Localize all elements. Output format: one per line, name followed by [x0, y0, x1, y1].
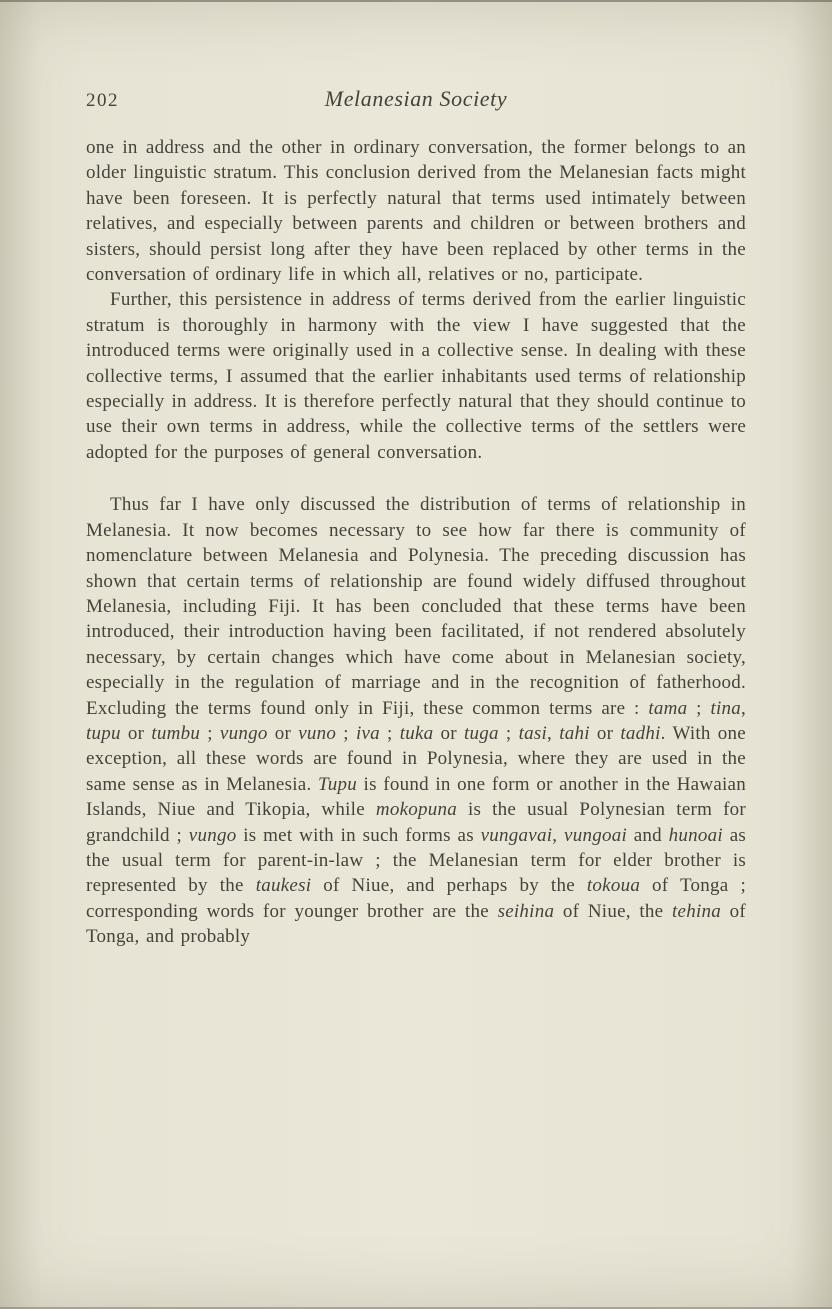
text-run: ; [200, 722, 220, 744]
italic-term: hunoai [668, 824, 723, 846]
italic-term: tuga [464, 722, 499, 744]
italic-term: tina [710, 697, 742, 719]
text-run: or [120, 722, 152, 744]
page-header [86, 86, 746, 112]
italic-term: vungo [188, 824, 237, 846]
italic-term: vungo [219, 722, 268, 744]
italic-term: tupu [86, 722, 121, 744]
italic-term: vuno [298, 722, 337, 744]
text-run: , [741, 697, 747, 719]
text-run: of Niue, the [554, 900, 673, 922]
text-run: ; [379, 722, 400, 744]
text-run: of Niue, and perhaps by the [311, 875, 587, 897]
italic-term: vungoai [564, 824, 627, 846]
italic-term: tama [648, 697, 688, 719]
italic-term: tehina [672, 900, 722, 922]
text-run: or [267, 722, 299, 744]
page-inner [0, 2, 832, 950]
text-run: ; [687, 697, 711, 719]
text-run: is met with in such forms as [236, 824, 481, 846]
italic-term: vungavai [480, 824, 553, 846]
text-run: is found in one form or another in the Hawaian Islands, Niue and Tikopia, while [86, 773, 746, 821]
paragraph [86, 492, 746, 949]
page-title: Melanesian Society [324, 86, 508, 111]
text-run: or [433, 722, 465, 744]
italic-term: tadhi [620, 722, 661, 744]
italic-term: taukesi [255, 875, 312, 897]
text-run: of Tonga ; corresponding words for younger brother are the [86, 875, 746, 922]
page-number: 202 [86, 90, 119, 111]
page-body [86, 135, 746, 950]
text-run: Further, this persistence in address of terms derived from the earlier linguistic stratum is thoroughly in harmony with the view I have suggested that the introduced terms were originally used in a collective sense. In dealing with these collective terms, I assumed that the earlier inhabitants used terms of relationship especially in address. It is therefore perfectly natural that they should continue to use their own terms in address, while the collective terms of the settlers were adopted for the purposes of general conversation. [86, 289, 746, 463]
italic-term: tokoua [586, 875, 641, 897]
text-run: as the usual term for parent-in-law ; the Melanesian term for elder brother is represented by the [86, 824, 747, 897]
italic-term: tahi [559, 722, 590, 744]
italic-term: seihina [497, 900, 555, 922]
text-run: one in address and the other in ordinary conversation, the former belongs to an older linguistic stratum. This conclusion derived from the Melanesian facts might have been foreseen. It is perfectly natural that terms used intimately between relatives, and especially between parents and children or between brothers and sisters, should persist long after they have been replaced by other terms in the conversation of ordinary life in which all, relatives or no, participate. [86, 137, 746, 286]
italic-term: tumbu [151, 722, 201, 744]
text-run: is the usual Polynesian term for grandchild ; [86, 799, 746, 846]
text-run: . With one exception, all these words are found in Polynesia, where they are used in the same sense as in Melanesia. [86, 722, 746, 795]
paragraph [86, 287, 746, 465]
italic-term: Tupu [318, 773, 358, 795]
text-run: or [589, 722, 621, 744]
italic-term: mokopuna [375, 799, 458, 821]
italic-term: iva [355, 722, 380, 744]
text-run: Thus far I have only discussed the distribution of terms of relationship in Melanesia. It now becomes necessary to see how far there is community of nomenclature between Melanesia and Polynesia. The preceding discussion has shown that certain terms of relationship are found widely diffused throughout Melanesia, including Fiji. It has been concluded that these terms have been introduced, their introduction having been facilitated, if not rendered absolutely necessary, by certain changes which have come about in Melanesian society, especially in the regulation of marriage and in the recognition of fatherhood. Excluding the terms found only in Fiji, these common terms are : [86, 494, 746, 719]
text-run: ; [336, 722, 356, 744]
italic-term: tuka [399, 722, 434, 744]
text-run: of Tonga, and probably [86, 900, 746, 948]
paragraph [86, 135, 746, 287]
text-run: , [547, 722, 560, 744]
text-run: ; [498, 722, 519, 744]
text-run: and [627, 824, 669, 846]
text-run: , [552, 824, 565, 846]
italic-term: tasi [518, 722, 548, 744]
